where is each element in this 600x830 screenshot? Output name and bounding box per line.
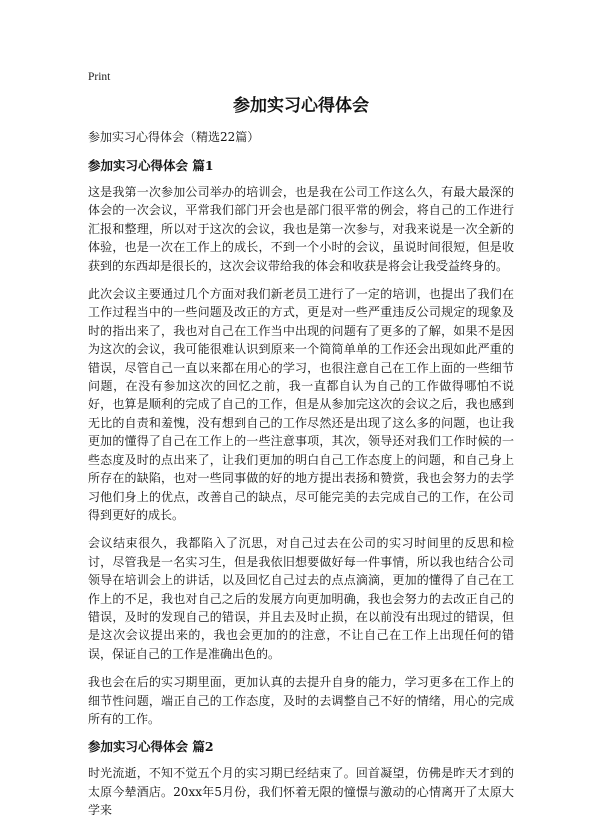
document-title: 参加实习心得体会 xyxy=(233,96,369,116)
print-link[interactable]: Print xyxy=(88,71,111,83)
section-heading-1: 参加实习心得体会 篇1 xyxy=(88,158,214,173)
document-body xyxy=(88,157,514,830)
section-1-paragraph-4: 我也会在后的实习期里面，更加认真的去提升自身的能力，学习更多在工作上的细节性问题，端正自己的工作态度，及时的去调整自己不好的情绪，用心的完成所有的工作。 xyxy=(88,675,514,726)
document-subtitle: 参加实习心得体会（精选22篇） xyxy=(88,130,260,144)
section-2-paragraph-1: 时光流逝，不知不觉五个月的实习期已经结束了。回首凝望，仿佛是昨天才到的太原今辇酒店。20xx年5月份，我们怀着无限的憧憬与激动的心情离开了太原大学来 xyxy=(88,766,514,818)
section-1-paragraph-1: 这是我第一次参加公司举办的培训会，也是我在公司工作这么久，有最大最深的体会的一次会议，平常我们部门开会也是部门很平常的例会，将自己的工作进行汇报和整理，所以对于这次的会议，我也是第一次参与，对我来说是一次全新的体验，也是一次在工作上的成长，不到一个小时的会议，虽说时间很短，但是收获到的东西却是很长的，这次会议带给我的体会和收获是将会让我受益终身的。 xyxy=(88,185,514,273)
section-1-paragraph-2: 此次会议主要通过几个方面对我们新老员工进行了一定的培训，也提出了我们在工作过程当中的一些问题及改正的方式，更是对一些严重违反公司规定的现象及时的指出来了，我也对自己在工作当中出现的问题有了更多的了解，如果不是因为这次的会议，我可能很难认识到原来一个简简单单的工作还会出现如此严重的错误，尽管自己一直以来都在用心的学习，也很注意自己在工作上面的一些细节问题，在没有参加这次的回忆之前，我一直都自认为自己的工作做得哪怕不说好，也算是顺利的完成了自己的工作，但是从参加完这次的会议之后，我也感到无比的自责和羞愧，没有想到自己的工作尽然还是出现了这么多的问题，也让我更加的懂得了自己在工作上的一些注意事项，其次，领导还对我们工作时候的一些态度及时的点出来了，让我们更加的明白自己工作态度上的问题，和自己身上所存在的缺陷，也对一些同事做的好的地方提出表扬和赞赏，我也会努力的去学习他们身上的优点，改善自己的缺点，尽可能完美的去完成自己的工作，在公司得到更好的成长。 xyxy=(88,287,514,522)
section-heading-2: 参加实习心得体会 篇2 xyxy=(88,739,214,755)
section-1-paragraph-3: 会议结束很久，我都陷入了沉思，对自己过去在公司的实习时间里的反思和检讨，尽管我是一名实习生，但是我依旧想要做好每一件事情，所以我也结合公司领导在培训会上的讲话，以及回忆自己过去的点点滴滴，更加的懂得了自己在工作上的不足，我也对自己之后的发展方向更加明确，我也会努力的去改正自己的错误，及时的发现自己的错误，并且去及时止损，在以前没有出现过的错误，但是这次会议提出来的，我也会更加的的注意，不让自己在工作上出现任何的错误，保证自己的工作是准确出色的。 xyxy=(88,536,514,661)
